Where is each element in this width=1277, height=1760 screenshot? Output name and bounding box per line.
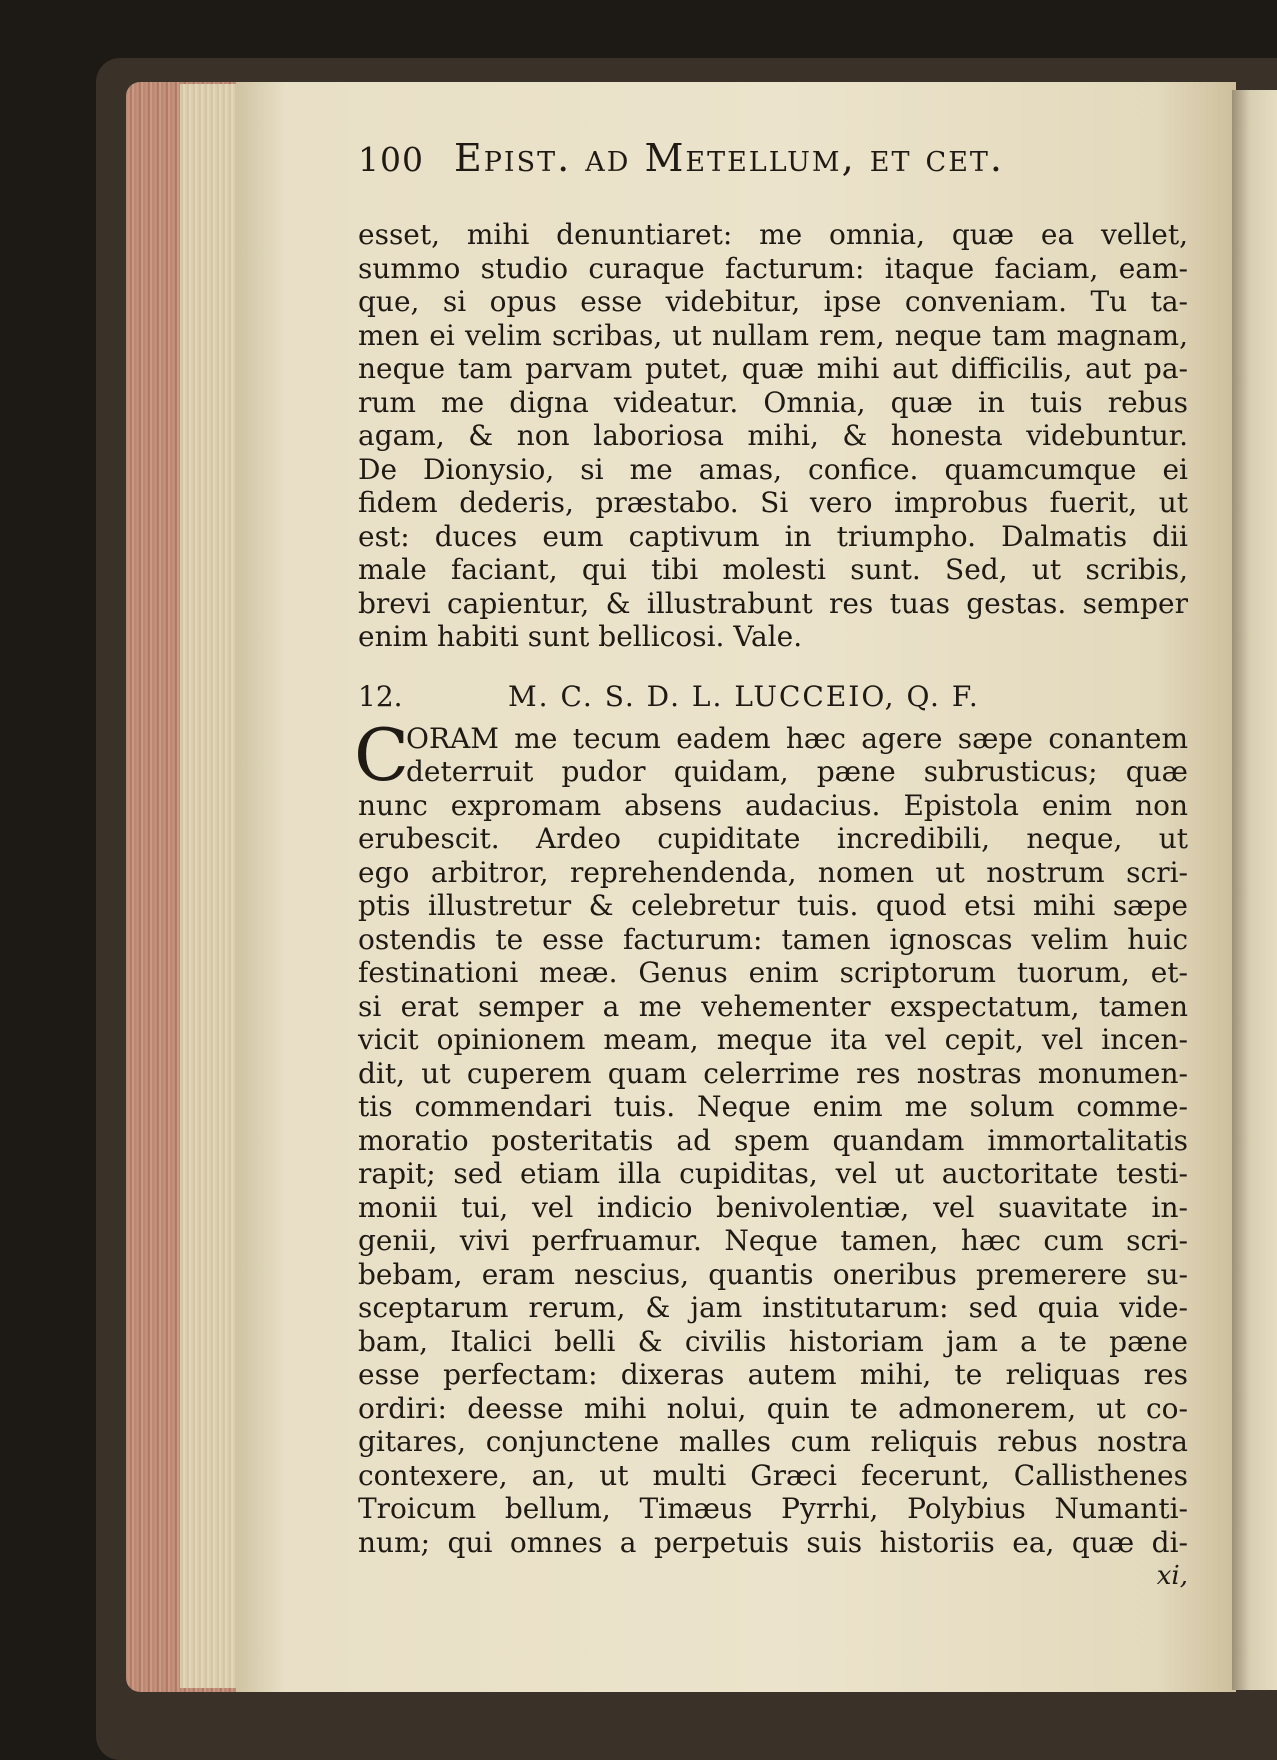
text-line: fidem dederis, præstabo. Si vero improbus fuerit, ut	[358, 486, 1188, 519]
text-line: esset, mihi denuntiaret: me omnia, quæ ea vellet,	[358, 218, 1188, 251]
letter-12-heading	[358, 672, 1188, 722]
letter-11-text	[358, 218, 1188, 654]
text-line: bam, Italici belli & civilis historiam jam a te pæne	[358, 1324, 1188, 1358]
text-line: agam, & non laboriosa mihi, & honesta videbuntur.	[358, 419, 1188, 452]
text-line: deterruit pudor quidam, pæne subrusticus; quæ	[406, 755, 1188, 788]
text-line: est: duces eum captivum in triumpho. Dalmatis dii	[358, 519, 1188, 553]
text-line: summo studio curaque facturum: itaque faciam, eam-	[358, 251, 1188, 285]
text-line: enim habiti sunt bellicosi. Vale.	[358, 620, 803, 653]
letter-salutation: M. C. S. D. L. LUCCEIO, Q. F.	[508, 679, 980, 713]
running-head	[358, 136, 1188, 196]
text-line: sceptarum rerum, & jam institutarum: sed quia vide-	[358, 1291, 1188, 1324]
page-number: 100	[358, 140, 424, 179]
text-line: genii, vivi perfruamur. Neque tamen, hæc cum scri-	[358, 1224, 1188, 1257]
text-line: monii tui, vel indicio benivolentiæ, vel suavitate in-	[358, 1190, 1188, 1224]
text-line: nunc expromam absens audacius. Epistola enim non	[358, 788, 1188, 822]
text-line: ego arbitror, reprehendenda, nomen ut nostrum scri-	[358, 855, 1188, 889]
catchword: xi,	[1156, 1561, 1188, 1591]
facing-page-edge	[1232, 90, 1277, 1690]
letter-12-body	[354, 712, 1188, 1560]
text-line: Troicum bellum, Timæus Pyrrhi, Polybius Numanti-	[358, 1492, 1188, 1525]
page-content	[354, 136, 1188, 1593]
text-line: dit, ut cuperem quam celerrime res nostras monumen-	[358, 1056, 1188, 1090]
text-line: num; qui omnes a perpetuis suis historiis ea, quæ di-	[358, 1525, 1188, 1559]
text-line: vicit opinionem meam, meque ita vel cepit, vel incen-	[358, 1023, 1188, 1056]
text-line: festinationi meæ. Genus enim scriptorum tuorum, et-	[358, 956, 1188, 989]
text-line: que, si opus esse videbitur, ipse conveniam. Tu ta-	[358, 285, 1188, 318]
text-line: men ei velim scribas, ut nullam rem, neque tam magnam,	[358, 318, 1188, 352]
text-line: brevi capientur, & illustrabunt res tuas gestas. semper	[358, 586, 1188, 620]
text-line: contexere, an, ut multi Græci fecerunt, Callisthenes	[358, 1458, 1188, 1492]
letter-12-text	[358, 722, 1188, 1560]
text-line: si erat semper a me vehementer exspectatum, tamen	[358, 989, 1188, 1023]
text-line: De Dionysio, si me amas, confice. quamcumque ei	[358, 452, 1188, 486]
text-line: ptis illustretur & celebretur tuis. quod etsi mihi sæpe	[358, 889, 1188, 922]
running-title: Epist. ad Metellum, et cet.	[454, 136, 1004, 180]
drop-cap: C	[354, 712, 410, 797]
text-line: ostendis te esse facturum: tamen ignoscas velim huic	[358, 922, 1188, 956]
text-line: rum me digna videatur. Omnia, quæ in tuis rebus	[358, 385, 1188, 419]
text-line: rapit; sed etiam illa cupiditas, vel ut auctoritate testi-	[358, 1157, 1188, 1190]
letter-number: 12.	[358, 679, 403, 713]
text-line: gitares, conjunctene malles cum reliquis rebus nostra	[358, 1425, 1188, 1458]
text-line: ordiri: deesse mihi nolui, quin te admonerem, ut co-	[358, 1391, 1188, 1425]
text-line: esse perfectam: dixeras autem mihi, te reliquas res	[358, 1358, 1188, 1391]
text-line: male faciant, qui tibi molesti sunt. Sed, ut scribis,	[358, 553, 1188, 586]
text-line: neque tam parvam putet, quæ mihi aut difficilis, aut pa-	[358, 352, 1188, 385]
text-line: bebam, eram nescius, quantis oneribus premerere su-	[358, 1257, 1188, 1291]
text-line: erubescit. Ardeo cupiditate incredibili, neque, ut	[358, 822, 1188, 855]
text-line: tis commendari tuis. Neque enim me solum comme-	[358, 1090, 1188, 1123]
text-line: moratio posteritatis ad spem quandam immortalitatis	[358, 1123, 1188, 1157]
text-line: ORAM me tecum eadem hæc agere sæpe conantem	[406, 721, 1188, 755]
